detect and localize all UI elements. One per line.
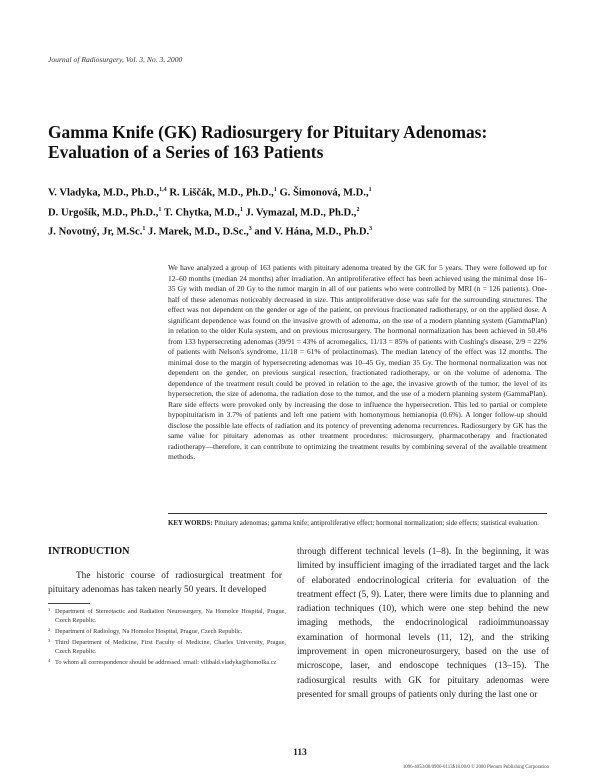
keywords-label: KEY WORDS: [168,520,213,527]
title-line-1: Gamma Knife (GK) Radiosurgery for Pituitary Adenomas: [48,122,488,142]
footnote-text: To whom all correspondence should be addressed. email: vilibald.vladyka@homolka.cz [55,659,277,667]
footnote [48,638,286,656]
author-affiliation: 3 [248,226,252,233]
page-number: 113 [293,748,307,758]
author-name: J. Marek, M.D., D.Sc., [148,226,249,238]
footnote [48,607,286,625]
footnote-divider [48,603,90,604]
intro-paragraph-right: through different technical levels (1–8). In the beginning, it was limited by insufficient imaging of the irradiated target and the lack of elaborated endocrinological criteria for evaluation of the treatment effect (5, 9). Later, there were limits due to planning and radiation techniques (10), which were one step behind the new imaging methods, the endocrinological radioimmunoassay examination of hormonal levels (11, 12), and the striking improvement in open microneurosurgery, based on the use of microscope, laser, and endoscope techniques (13–15). The radiosurgical results with GK for pituitary adenomas were presented for small groups of patients only during the last one or [297,547,549,700]
author-name: and V. Hána, M.D., Ph.D. [254,226,370,238]
author-name: R. Liščák, M.D., Ph.D., [169,187,274,199]
author-affiliation: 1 [368,187,372,193]
author-name: J. Vymazal, M.D., Ph.D., [245,207,357,219]
author-list [48,182,568,241]
author-affiliation: 2 [356,206,360,213]
footnote-text: Department of Stereotactic and Radiation Neurosurgery, Na Homolce Hospital, Prague, Czech Republic. [55,608,286,625]
author-line-2 [48,202,568,222]
author-name: T. Chytka, M.D., [163,207,240,219]
author-affiliation: 1 [158,206,162,213]
author-line-1 [48,182,568,202]
footnote-mark: 3 [48,638,51,644]
author-name: G. Šimonová, M.D., [279,187,369,199]
title-line-2: Evaluation of a Series of 163 Patients [48,142,324,162]
footnote [48,658,286,667]
footnote-mark: 4 [48,658,51,664]
footnote-text: Third Department of Medicine, First Faculty of Medicine, Charles University, Prague, Czech Republic. [55,639,286,656]
author-affiliation: 3 [369,226,373,233]
footnote-text: Department of Radiology, Na Homolce Hospital, Prague, Czech Republic. [55,628,243,636]
author-name: D. Urgošík, M.D., Ph.D., [48,207,159,219]
section-heading-introduction: INTRODUCTION [48,546,130,557]
author-affiliation: 1 [273,187,277,193]
copyright-line: 1096-4053/00/0900-0113$18.00/0 © 2000 Plenum Publishing Corporation [402,765,549,770]
author-affiliation: 1 [239,206,243,213]
author-name: V. Vladyka, M.D., Ph.D., [48,187,160,199]
keywords-text: Pituitary adenomas; gamma knife; antiproliferative effect; hormonal normalization; side effects; statistical evaluation. [214,520,539,527]
keywords [168,519,547,529]
author-name: J. Novotný, Jr, M.Sc. [48,226,143,238]
footnote-mark: 1 [48,607,51,612]
footnote [48,627,286,636]
footnotes [48,607,286,670]
footnote-mark: 2 [48,627,51,633]
abstract-divider [168,513,547,514]
paper-title [48,122,568,162]
author-affiliation: 1,4 [159,187,167,193]
journal-header: Journal of Radiosurgery, Vol. 3, No. 3, 2000 [48,55,183,64]
intro-paragraph-left: The historic course of radiosurgical treatment for pituitary adenomas has taken nearly 50 years. It developed [48,571,282,596]
author-affiliation: 1 [142,226,146,233]
abstract: We have analyzed a group of 163 patients with pituitary adenoma treated by the GK for 5 years. They were followed up for 12–60 months (median 24 months) after irradiation. An antiproliferative effect has been achieved using the minimal dose 16–35 Gy with median of 20 Gy to the tumor margin in all of our patients who were controlled by MRI (n = 126 patients). One-half of these adenomas noticeably decreased in size. This antiproliferative dose was safe for the surrounding structures. The effect was not dependent on the gender or age of the patient, on previous fractionated radiotherapy, or on the applied dose. A significant dependence was found on the invasive growth of adenoma, on the use of a modern planning system (GammaPlan) in relation to the older Kula system, and on previous microsurgery. The hormonal normalization has been achieved in 50.4% from 133 hypersecreting adenomas (39/91 = 43% of acromegalics, 11/13 = 85% of patients with Cushing's disease, 2/9 = 22% of patients with Nelson's syndrome, 11/18 = 61% of prolactinomas). The median latency of the effect was 12 months. The minimal dose to the margin of hypersecreting adenomas was 10–45 Gy, median 35 Gy. The hormonal normalization was not dependent on the gender, on previous surgical resection, fractionated radiotherapy, or on the volume of adenoma. The dependence of the treatment result could be proved in relation to the age, the invasive growth of the tumor, the level of its hypersecretion, the size of adenoma, the radiation dose to the tumor, and the use of a modern planning system (GammaPlan). Rare side effects were provoked only by increasing the dose to influence the hypersecretion. This led to partial or complete hypopituitarism in 3.7% of patients and left one patient with homonymous hemianopia (0.6%). A longer follow-up should disclose the possible late effects of radiation and its potency of preventing adenoma recurrences. Radiosurgery by GK has the same value for pituitary adenomas as other treatment procedures: microsurgery, pharmacotherapy and fractionated radiotherapy—therefore, it can contribute to optimizing the treatment results by combining several of the available treatment methods. [168,263,547,461]
author-line-3 [48,221,568,241]
